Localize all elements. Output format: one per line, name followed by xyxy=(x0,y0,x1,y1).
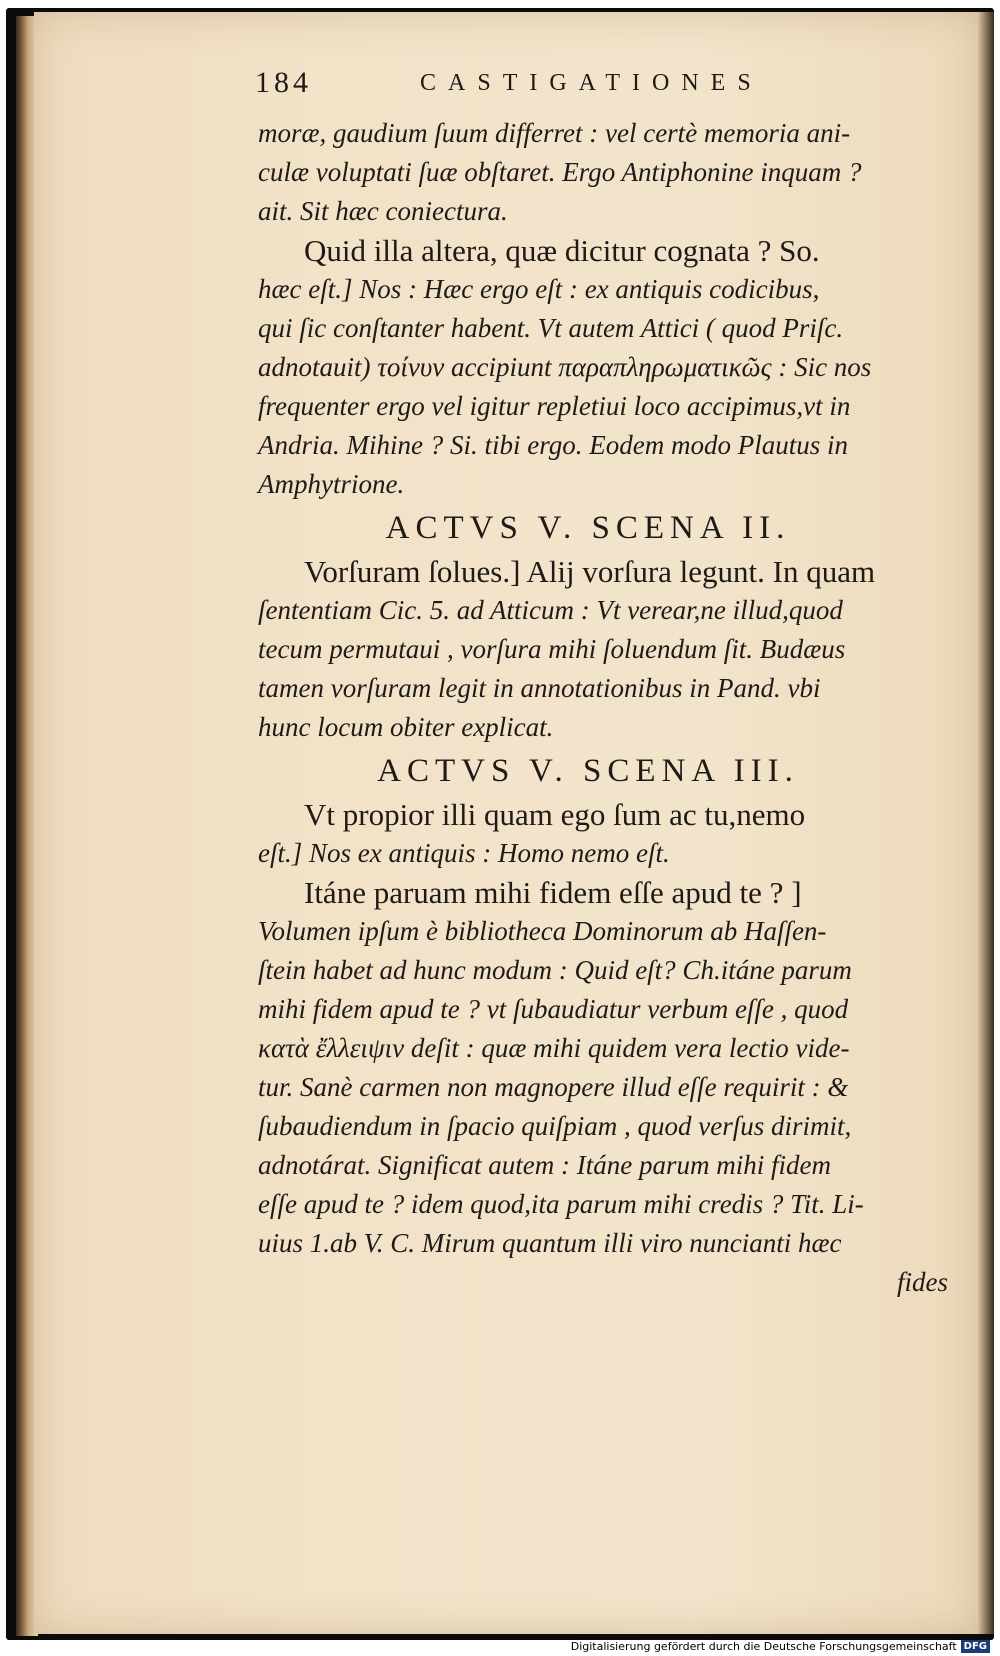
text-line: tamen vorſuram legit in annotationibus in Pand. vbi xyxy=(258,673,821,703)
text-line: uius 1.ab V. C. Mirum quantum illi viro nuncianti hæc xyxy=(258,1228,842,1258)
footer xyxy=(571,1638,990,1654)
text-line: hæc eſt.] Nos : Hæc ergo eſt : ex antiquis codicibus, xyxy=(258,274,820,304)
lemma-line: Vt propior illi quam ego ſum ac tu,nemo xyxy=(304,797,806,832)
catchword: fides xyxy=(897,1267,948,1297)
funding-note: Digitalisierung gefördert durch die Deutsche Forschungsgemeinschaft xyxy=(570,1639,957,1653)
text-line: ſententiam Cic. 5. ad Atticum : Vt verear,ne illud,quod xyxy=(258,595,843,625)
text-line: Andria. Mihine ? Si. tibi ergo. Eodem modo Plautus in xyxy=(258,430,848,460)
section-heading: ACTVS V. SCENA III. xyxy=(377,753,799,789)
dfg-logo: DFG xyxy=(961,1640,990,1653)
running-head: CASTIGATIONES xyxy=(420,70,763,96)
page-body xyxy=(258,114,958,1302)
text-line: ſubaudiendum in ſpacio quiſpiam , quod verſus dirimit, xyxy=(258,1111,852,1141)
page-gutter xyxy=(978,12,994,1634)
text-line: tur. Sanè carmen non magnopere illud eſſe requirit : & xyxy=(258,1072,849,1102)
lemma-line: Vorſuram ſolues.] Alij vorſura legunt. In quam xyxy=(304,554,876,589)
text-line: Amphytrione. xyxy=(258,469,405,499)
text-line: frequenter ergo vel igitur repletiui loco accipimus,vt in xyxy=(258,391,851,421)
page-number: 184 xyxy=(255,66,312,99)
page-header xyxy=(255,66,855,110)
text-line: ait. Sit hæc coniectura. xyxy=(258,196,508,226)
text-line: κατὰ ἔλλειψιν deſit : quæ mihi quidem vera lectio vide- xyxy=(258,1033,850,1063)
text-line: Volumen ipſum è bibliotheca Dominorum ab Haſſen- xyxy=(258,916,827,946)
text-line: hunc locum obiter explicat. xyxy=(258,712,554,742)
text-line: qui ſic conſtanter habent. Vt autem Attici ( quod Priſc. xyxy=(258,313,844,343)
text-line: adnotauit) τοίνυν accipiunt παραπληρωματικῶς : Sic nos xyxy=(258,352,872,382)
text-line: tecum permutaui , vorſura mihi ſoluendum ſit. Budæus xyxy=(258,634,846,664)
text-line: eſt.] Nos ex antiquis : Homo nemo eſt. xyxy=(258,838,670,868)
lemma-line: Quid illa altera, quæ dicitur cognata ? So. xyxy=(304,233,820,268)
text-line: ſtein habet ad hunc modum : Quid eſt? Ch.itáne parum xyxy=(258,955,852,985)
text-line: eſſe apud te ? idem quod,ita parum mihi credis ? Tit. Li- xyxy=(258,1189,864,1219)
lemma-line: Itáne paruam mihi fidem eſſe apud te ? ] xyxy=(304,875,802,910)
text-line: moræ, gaudium ſuum differret : vel certè memoria ani- xyxy=(258,118,851,148)
section-heading: ACTVS V. SCENA II. xyxy=(385,510,791,546)
text-line: mihi fidem apud te ? vt ſubaudiatur verbum eſſe , quod xyxy=(258,994,849,1024)
text-line: culæ voluptati ſuæ obſtaret. Ergo Antiphonine inquam ? xyxy=(258,157,862,187)
text-line: adnotárat. Significat autem : Itáne parum mihi fidem xyxy=(258,1150,831,1180)
